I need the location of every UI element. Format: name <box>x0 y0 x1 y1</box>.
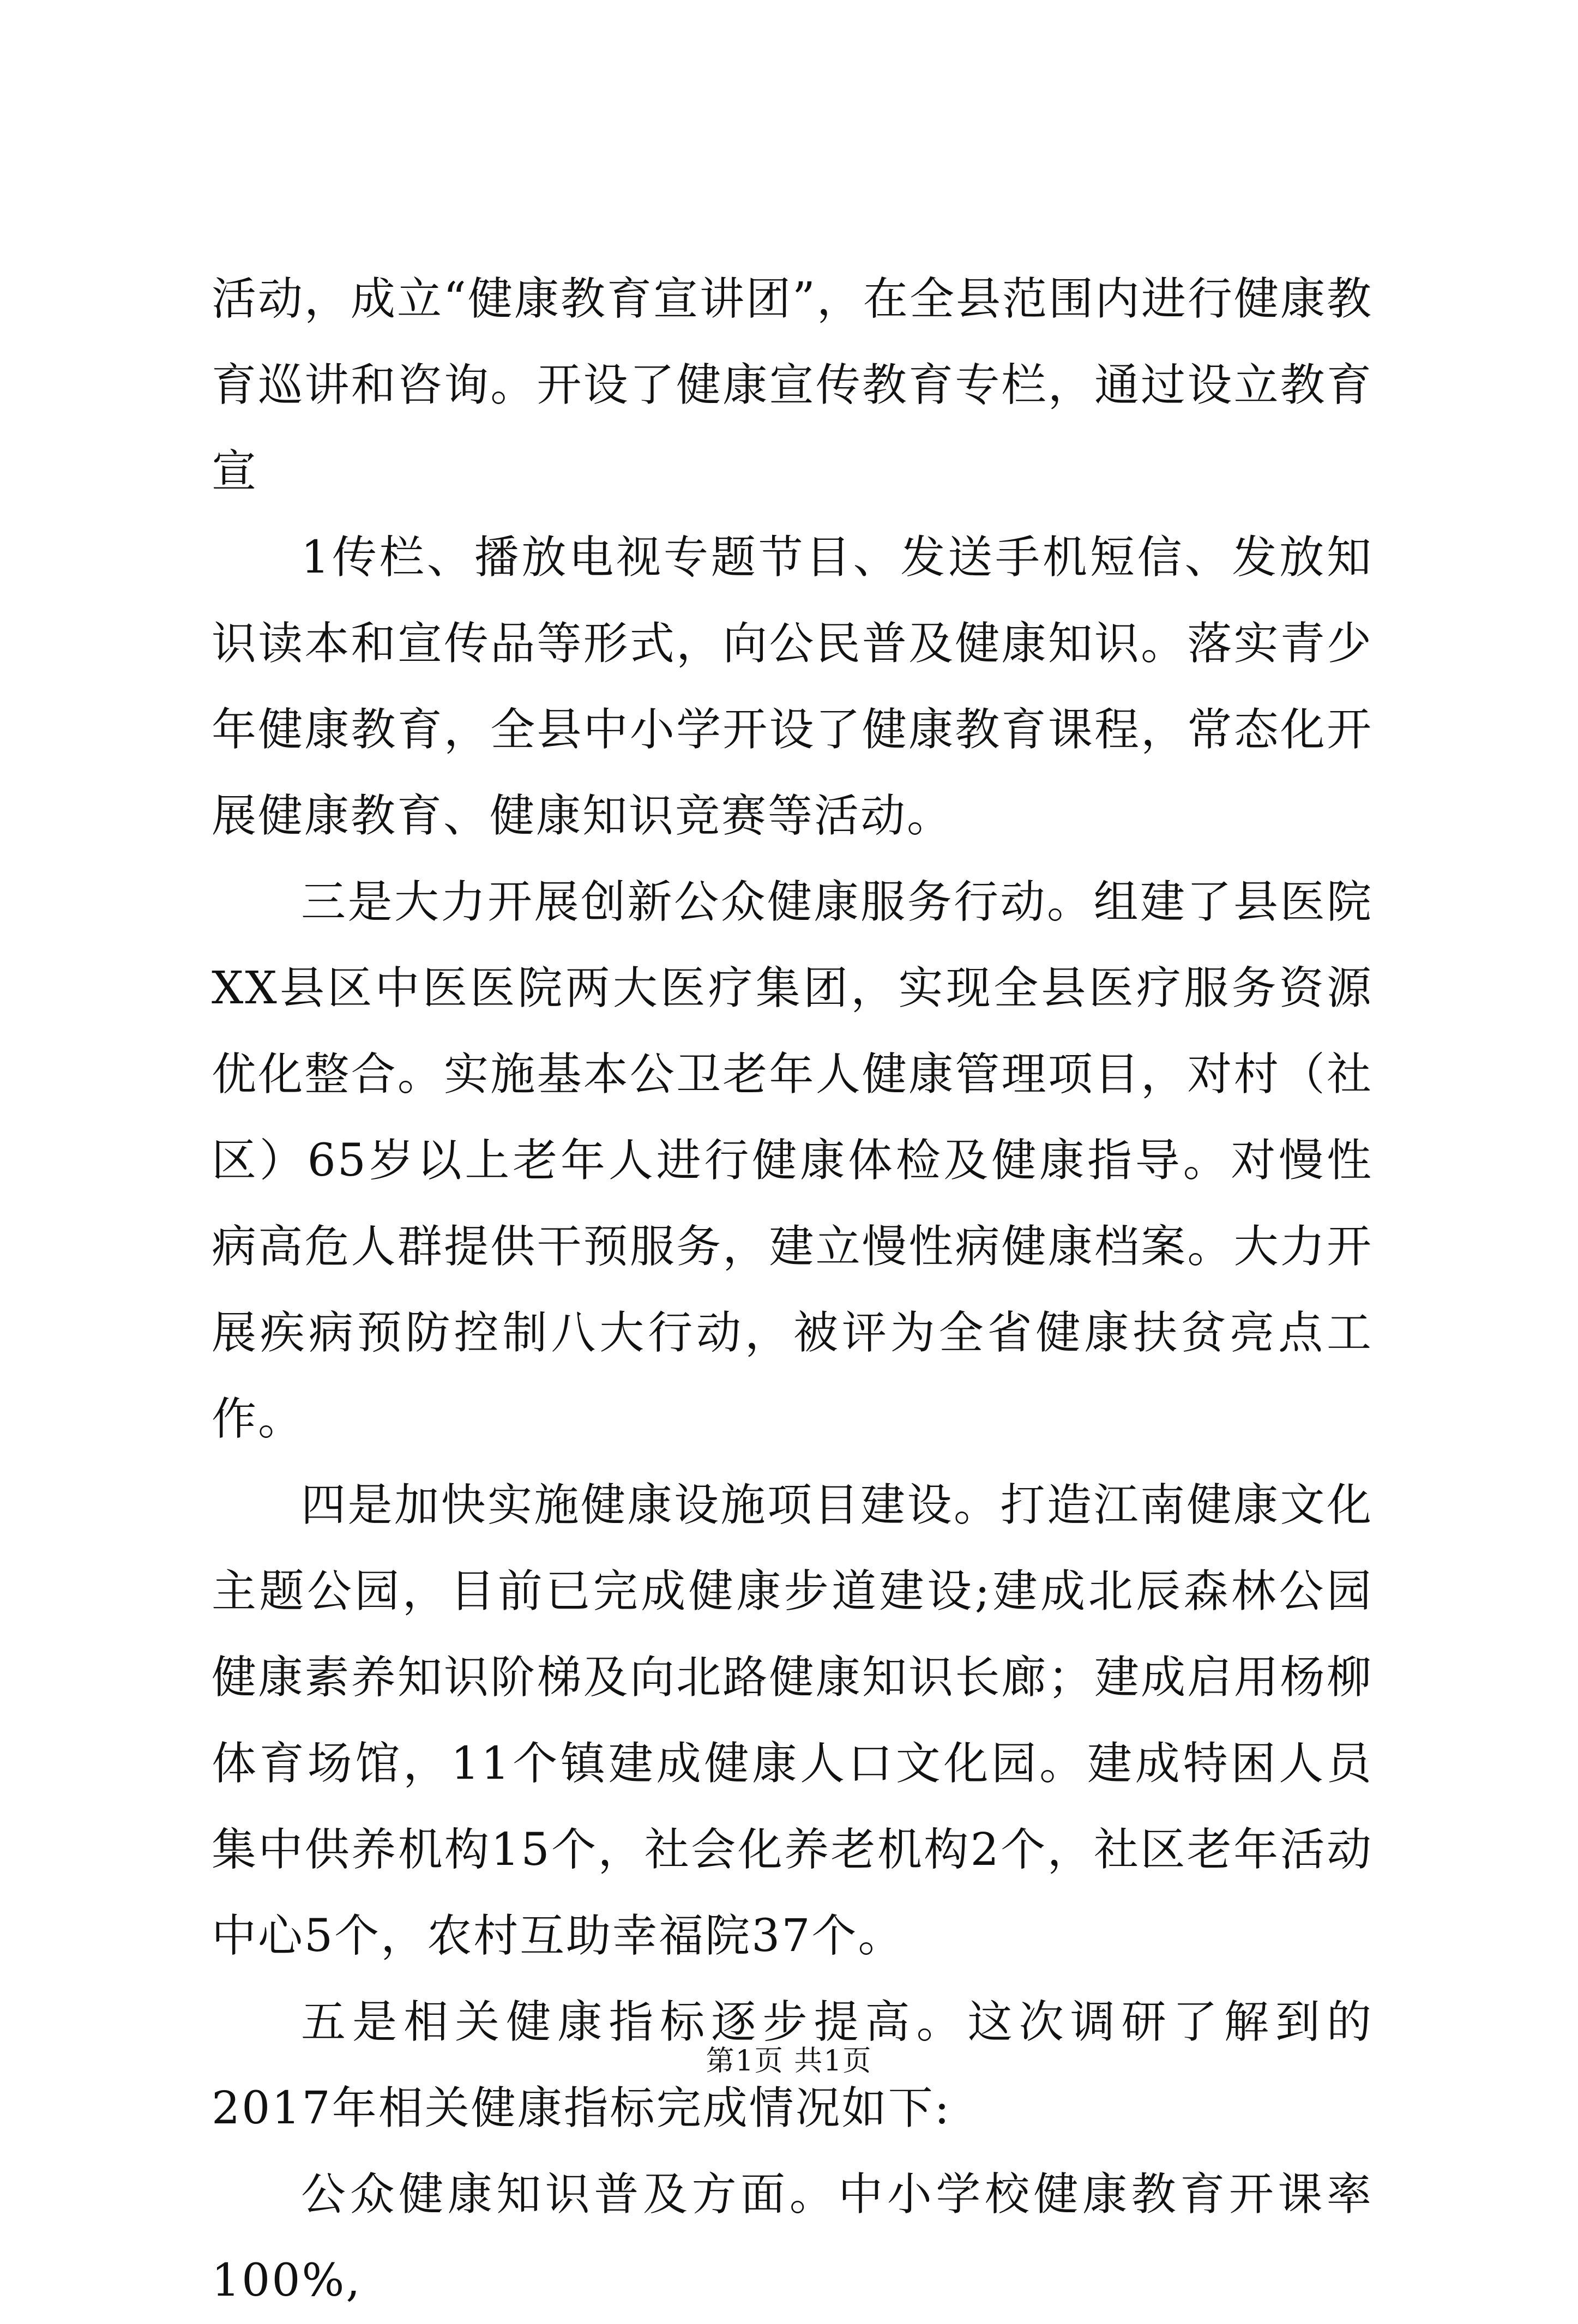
body-paragraph: 五是相关健康指标逐步提高。这次调研了解到的2017年相关健康指标完成情况如下: <box>212 1996 1373 2134</box>
body-paragraph: 公众健康知识普及方面。中小学校健康教育开课率100%, <box>212 2169 1373 2307</box>
body-paragraph: 活动，成立“健康教育宣讲团”，在全县范围内进行健康教育巡讲和咨询。开设了健康宣传教育专栏，通过设立教育宣 <box>212 273 1373 497</box>
document-body <box>212 256 1373 2324</box>
body-paragraph: 三是大力开展创新公众健康服务行动。组建了县医院XX县区中医医院两大医疗集团，实现全县医疗服务资源优化整合。实施基本公卫老年人健康管理项目，对村（社区）65岁以上老年人进行健康体检及健康指导。对慢性病高危人群提供干预服务，建立慢性病健康档案。大力开展疾病预防控制八大行动，被评为全省健康扶贫亮点工作。 <box>212 876 1373 1445</box>
body-paragraph: 1传栏、播放电视专题节目、发送手机短信、发放知识读本和宣传品等形式，向公民普及健康知识。落实青少年健康教育，全县中小学开设了健康教育课程，常态化开展健康教育、健康知识竞赛等活动。 <box>212 532 1373 842</box>
page-footer <box>0 2042 1578 2080</box>
page-number: 第1页 共1页 <box>706 2045 872 2078</box>
body-paragraph: 四是加快实施健康设施项目建设。打造江南健康文化主题公园，目前已完成健康步道建设;建成北辰森林公园健康素养知识阶梯及向北路健康知识长廊；建成启用杨柳体育场馆，11个镇建成健康人口文化园。建成特困人员集中供养机构15个，社会化养老机构2个，社区老年活动中心5个，农村互助幸福院37个。 <box>212 1479 1373 1962</box>
